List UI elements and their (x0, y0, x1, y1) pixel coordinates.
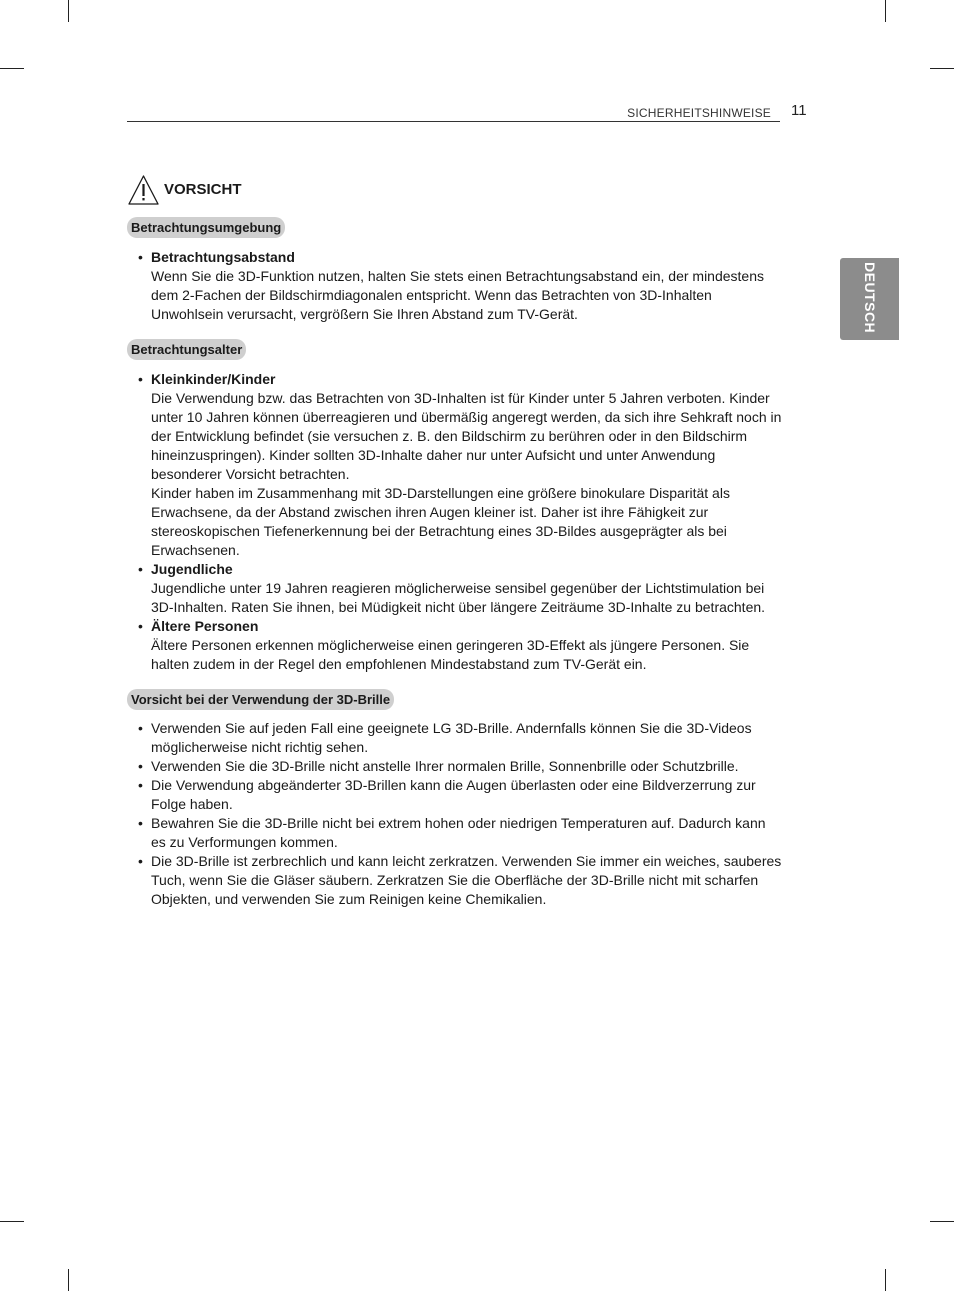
section-heading-betrachtungsalter: Betrachtungsalter (127, 339, 246, 360)
crop-mark (68, 0, 69, 22)
page-number: 11 (791, 102, 807, 119)
section-body-3d-brille (137, 719, 782, 909)
list-item (137, 370, 782, 560)
bullet-paragraph: Jugendliche unter 19 Jahren reagieren möglicherweise sensibel gegenüber der Lichtstimulation bei 3D-Inhalten. Raten Sie ihnen, bei Müdigkeit nicht über längere Zeiträume 3D-Inhalte zu betrachten. (151, 580, 766, 615)
bullet-paragraph: Kinder haben im Zusammenhang mit 3D-Darstellungen eine größere binokulare Disparität als Erwachsene, da der Abstand zwischen ihren Augen kleiner ist. Daher ist ihre Fähigkeit zur stereoskopischen Tiefenerkennung bei der Betrachtung eines 3D-Bildes ausgeprägter als bei Erwachsenen. (151, 485, 730, 558)
list-item (137, 617, 782, 674)
section-body-betrachtungsumgebung (137, 248, 782, 324)
list-item: • Verwenden Sie die 3D-Brille nicht anstelle Ihrer normalen Brille, Sonnenbrille oder Schutzbrille. (137, 757, 782, 776)
section-heading-betrachtungsumgebung: Betrachtungsumgebung (127, 217, 285, 238)
bullet-paragraph: Die Verwendung bzw. das Betrachten von 3D-Inhalten ist für Kinder unter 5 Jahren verboten. Kinder unter 10 Jahren können überreagieren und übermäßig angeregt werden, da sich ihre Sehkraft noch in der Entwicklung befindet (sie versuchen z. B. den Bildschirm zu berühren oder in den Bildschirm hineinzuspringen). Kinder sollten 3D-Inhalte daher nur unter Aufsicht und unter Anwendung besonderer Vorsicht betrachten. (151, 390, 782, 482)
bullet-title: • Jugendliche (151, 561, 233, 577)
section-heading-3d-brille: Vorsicht bei der Verwendung der 3D-Brille (127, 689, 394, 710)
list-item: • Verwenden Sie auf jeden Fall eine geeignete LG 3D-Brille. Andernfalls können Sie die 3D-Videos möglicherweise nicht richtig sehen. (137, 719, 782, 757)
crop-mark (0, 1221, 24, 1222)
bullet-title: • Ältere Personen (151, 618, 259, 634)
bullet-paragraph: Ältere Personen erkennen möglicherweise einen geringeren 3D-Effekt als jüngere Personen. Sie halten zudem in der Regel den empfohlenen Mindestabstand zum TV-Gerät ein. (151, 637, 750, 672)
header-section-title: SICHERHEITSHINWEISE (627, 106, 771, 120)
bullet-title: • Kleinkinder/Kinder (151, 371, 276, 387)
list-item: • Bewahren Sie die 3D-Brille nicht bei extrem hohen oder niedrigen Temperaturen auf. Dadurch kann es zu Verformungen kommen. (137, 814, 782, 852)
list-item (137, 560, 782, 617)
crop-mark (930, 1221, 954, 1222)
section-body-betrachtungsalter (137, 370, 782, 674)
crop-mark (885, 0, 886, 22)
list-item: • Die Verwendung abgeänderter 3D-Brillen kann die Augen überlasten oder eine Bildverzerrung zur Folge haben. (137, 776, 782, 814)
crop-mark (885, 1269, 886, 1291)
crop-mark (930, 68, 954, 69)
list-item: • Die 3D-Brille ist zerbrechlich und kann leicht zerkratzen. Verwenden Sie immer ein weiches, sauberes Tuch, wenn Sie die Gläser säubern. Zerkratzen Sie die Oberfläche der 3D-Brille nicht mit scharfen Objekten, und verwenden Sie zum Reinigen keine Chemikalien. (137, 852, 782, 909)
list-item (137, 248, 782, 324)
warning-icon (127, 174, 160, 206)
bullet-paragraph: Wenn Sie die 3D-Funktion nutzen, halten Sie stets einen Betrachtungsabstand ein, der mindestens dem 2-Fachen der Bildschirmdiagonalen entspricht. Wenn das Betrachten von 3D-Inhalten Unwohlsein verursacht, vergrößern Sie Ihren Abstand zum TV-Gerät. (151, 268, 765, 322)
crop-mark (0, 68, 24, 69)
caution-title: VORSICHT (164, 181, 242, 198)
language-side-tab (840, 258, 899, 340)
language-side-tab-label: DEUTSCH (862, 262, 878, 334)
header-divider (127, 121, 780, 122)
crop-mark (68, 1269, 69, 1291)
bullet-title: • Betrachtungsabstand (151, 249, 295, 265)
